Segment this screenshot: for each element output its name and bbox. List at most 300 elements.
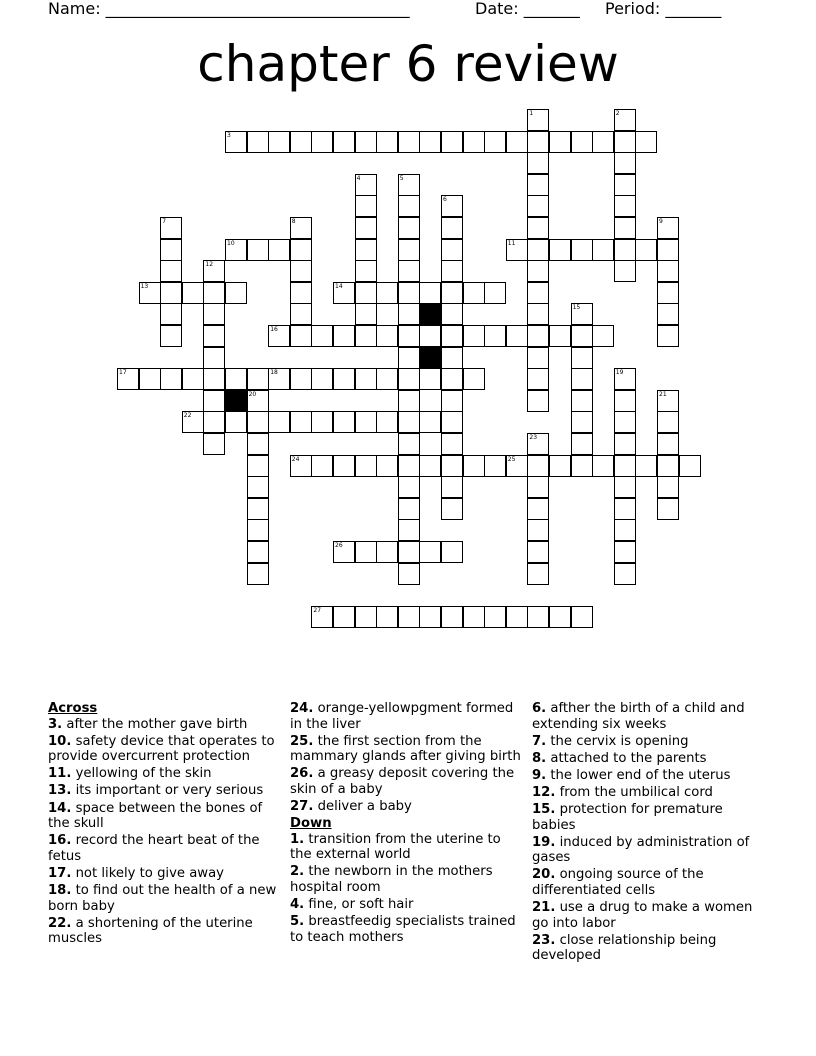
grid-cell[interactable] xyxy=(441,411,463,433)
grid-cell[interactable] xyxy=(333,541,355,563)
grid-cell[interactable] xyxy=(398,606,420,628)
grid-cell[interactable] xyxy=(657,455,679,477)
grid-cell[interactable] xyxy=(614,433,636,455)
grid-cell[interactable] xyxy=(398,260,420,282)
clue-number: 23. xyxy=(532,932,556,948)
cell-number: 9 xyxy=(659,218,663,225)
grid-cell[interactable] xyxy=(614,239,636,261)
grid-cell[interactable] xyxy=(614,174,636,196)
clue-number: 1. xyxy=(290,831,305,847)
grid-cell[interactable] xyxy=(398,476,420,498)
grid-cell[interactable] xyxy=(398,498,420,520)
grid-cell[interactable] xyxy=(571,325,593,347)
grid-cell[interactable] xyxy=(290,260,312,282)
grid-cell[interactable] xyxy=(571,239,593,261)
grid-cell[interactable] xyxy=(311,368,333,390)
cell-number: 15 xyxy=(572,304,581,312)
grid-cell[interactable] xyxy=(419,325,441,347)
grid-cell[interactable] xyxy=(592,455,614,477)
grid-cell[interactable] xyxy=(441,282,463,304)
grid-cell[interactable] xyxy=(268,411,290,433)
grid-cell[interactable] xyxy=(549,239,571,261)
grid-cell[interactable] xyxy=(614,260,636,282)
grid-cell[interactable] xyxy=(441,131,463,153)
grid-cell[interactable] xyxy=(527,195,549,217)
clue-item xyxy=(48,766,280,782)
clue-item xyxy=(532,734,764,750)
clue-item xyxy=(48,866,280,882)
grid-cell[interactable] xyxy=(614,131,636,153)
clue-number: 12. xyxy=(532,784,556,800)
grid-cell[interactable] xyxy=(419,606,441,628)
grid-cell[interactable] xyxy=(484,455,506,477)
grid-cell[interactable] xyxy=(290,411,312,433)
grid-cell[interactable] xyxy=(355,131,377,153)
grid-cell[interactable] xyxy=(398,303,420,325)
clue-text: deliver a baby xyxy=(317,799,412,815)
grid-cell[interactable] xyxy=(571,368,593,390)
grid-cell[interactable] xyxy=(506,606,528,628)
clue-number: 17. xyxy=(48,865,72,881)
clue-item xyxy=(532,802,764,833)
grid-cell[interactable] xyxy=(527,541,549,563)
grid-cell[interactable] xyxy=(203,260,225,282)
grid-cell[interactable] xyxy=(657,411,679,433)
grid-cell[interactable] xyxy=(398,368,420,390)
grid-cell[interactable] xyxy=(398,411,420,433)
grid-cell[interactable] xyxy=(441,455,463,477)
grid-cell[interactable] xyxy=(657,239,679,261)
grid-cell[interactable] xyxy=(333,131,355,153)
grid-cell[interactable] xyxy=(614,195,636,217)
grid-cell[interactable] xyxy=(290,368,312,390)
grid-cell[interactable] xyxy=(527,563,549,585)
grid-cell[interactable] xyxy=(463,606,485,628)
grid-cell[interactable] xyxy=(398,325,420,347)
grid-cell[interactable] xyxy=(527,347,549,369)
grid-cell[interactable] xyxy=(657,325,679,347)
clue-text: a greasy deposit covering the skin of a baby xyxy=(290,766,515,797)
grid-cell[interactable] xyxy=(614,498,636,520)
grid-cell[interactable] xyxy=(376,455,398,477)
grid-cell[interactable] xyxy=(419,368,441,390)
grid-cell[interactable] xyxy=(657,390,679,412)
grid-cell[interactable] xyxy=(571,131,593,153)
grid-cell[interactable] xyxy=(160,260,182,282)
grid-cell[interactable] xyxy=(657,433,679,455)
grid-cell[interactable] xyxy=(160,217,182,239)
clue-text: fine, or soft hair xyxy=(308,897,414,913)
grid-cell[interactable] xyxy=(398,455,420,477)
grid-cell[interactable] xyxy=(527,260,549,282)
grid-cell[interactable] xyxy=(527,498,549,520)
grid-cell[interactable] xyxy=(463,455,485,477)
clue-number: 2. xyxy=(290,864,305,880)
grid-cell[interactable] xyxy=(376,368,398,390)
grid-cell[interactable] xyxy=(441,368,463,390)
grid-cell[interactable] xyxy=(463,131,485,153)
grid-cell[interactable] xyxy=(614,519,636,541)
grid-cell[interactable] xyxy=(441,239,463,261)
grid-cell[interactable] xyxy=(203,325,225,347)
grid-cell[interactable] xyxy=(203,347,225,369)
clue-number: 18. xyxy=(48,883,72,899)
grid-cell[interactable] xyxy=(117,368,139,390)
grid-cell[interactable] xyxy=(571,433,593,455)
grid-cell[interactable] xyxy=(527,606,549,628)
grid-cell[interactable] xyxy=(441,498,463,520)
grid-cell[interactable] xyxy=(527,174,549,196)
grid-cell[interactable] xyxy=(268,325,290,347)
grid-cell[interactable] xyxy=(290,239,312,261)
grid-cell[interactable] xyxy=(247,411,269,433)
grid-cell[interactable] xyxy=(182,282,204,304)
grid-cell[interactable] xyxy=(419,541,441,563)
grid-cell[interactable] xyxy=(614,476,636,498)
grid-cell[interactable] xyxy=(441,347,463,369)
grid-cell[interactable] xyxy=(441,390,463,412)
grid-cell[interactable] xyxy=(484,282,506,304)
clue-item xyxy=(532,933,764,964)
grid-cell[interactable] xyxy=(657,498,679,520)
clue-text: close relationship being developed xyxy=(532,932,717,964)
grid-cell[interactable] xyxy=(419,411,441,433)
clue-item xyxy=(532,785,764,801)
grid-cell[interactable] xyxy=(398,282,420,304)
grid-cell[interactable] xyxy=(571,347,593,369)
grid-cell[interactable] xyxy=(203,368,225,390)
grid-cell[interactable] xyxy=(355,368,377,390)
grid-cell[interactable] xyxy=(419,131,441,153)
grid-cell[interactable] xyxy=(376,541,398,563)
grid-cell[interactable] xyxy=(355,325,377,347)
grid-cell[interactable] xyxy=(549,455,571,477)
grid-cell[interactable] xyxy=(484,325,506,347)
grid-cell[interactable] xyxy=(376,325,398,347)
grid-cell[interactable] xyxy=(203,303,225,325)
clue-number: 11. xyxy=(48,766,72,782)
grid-cell[interactable] xyxy=(203,282,225,304)
grid-cell[interactable] xyxy=(441,260,463,282)
grid-cell[interactable] xyxy=(247,455,269,477)
grid-cell[interactable] xyxy=(247,368,269,390)
grid-cell[interactable] xyxy=(311,411,333,433)
grid-cell[interactable] xyxy=(290,131,312,153)
grid-cell[interactable] xyxy=(247,433,269,455)
grid-cell[interactable] xyxy=(182,411,204,433)
clue-item xyxy=(532,900,764,931)
grid-cell[interactable] xyxy=(355,541,377,563)
clue-text: the newborn in the mothers hospital room xyxy=(290,864,493,896)
grid-cell[interactable] xyxy=(463,282,485,304)
clue-item xyxy=(48,801,280,832)
clue-number: 16. xyxy=(48,833,72,849)
grid-cell[interactable] xyxy=(311,606,333,628)
grid-cell[interactable] xyxy=(225,411,247,433)
grid-cell[interactable] xyxy=(160,368,182,390)
grid-cell[interactable] xyxy=(333,282,355,304)
clue-text: record the heart beat of the fetus xyxy=(48,833,260,864)
clue-item xyxy=(532,867,764,898)
grid-cell[interactable] xyxy=(398,131,420,153)
grid-cell[interactable] xyxy=(614,390,636,412)
cell-number: 7 xyxy=(162,218,167,225)
clue-item xyxy=(532,701,764,732)
grid-cell[interactable] xyxy=(398,390,420,412)
grid-cell[interactable] xyxy=(247,541,269,563)
grid-cell[interactable] xyxy=(376,606,398,628)
grid-cell[interactable] xyxy=(139,368,161,390)
clue-text: protection for premature babies xyxy=(532,802,723,833)
grid-cell[interactable] xyxy=(527,239,549,261)
clue-text: use a drug to make a women go into labor xyxy=(532,900,753,931)
grid-cell[interactable] xyxy=(571,411,593,433)
cell-number: 19 xyxy=(615,369,624,377)
cell-number: 14 xyxy=(335,282,343,290)
grid-cell[interactable] xyxy=(203,411,225,433)
clue-item xyxy=(48,734,280,765)
grid-cell[interactable] xyxy=(398,195,420,217)
cell-number: 6 xyxy=(443,196,447,204)
grid-cell[interactable] xyxy=(355,282,377,304)
cell-number: 2 xyxy=(615,110,620,117)
grid-cell[interactable] xyxy=(549,606,571,628)
grid-cell[interactable] xyxy=(333,455,355,477)
grid-cell[interactable] xyxy=(635,455,657,477)
grid-cell[interactable] xyxy=(614,563,636,585)
grid-cell[interactable] xyxy=(657,476,679,498)
clue-text: induced by administration of gases xyxy=(532,834,750,866)
grid-cell[interactable] xyxy=(247,476,269,498)
grid-cell[interactable] xyxy=(527,476,549,498)
grid-cell[interactable] xyxy=(527,109,549,131)
grid-cell[interactable] xyxy=(355,606,377,628)
grid-cell[interactable] xyxy=(290,303,312,325)
grid-cell[interactable] xyxy=(571,390,593,412)
grid-cell[interactable] xyxy=(527,152,549,174)
grid-cell[interactable] xyxy=(355,411,377,433)
grid-cell[interactable] xyxy=(527,325,549,347)
grid-cell[interactable] xyxy=(376,411,398,433)
grid-cell[interactable] xyxy=(635,239,657,261)
clue-column-2 xyxy=(290,701,522,947)
clue-number: 5. xyxy=(290,914,305,930)
grid-cell[interactable] xyxy=(160,282,182,304)
grid-cell[interactable] xyxy=(527,217,549,239)
grid-cell[interactable] xyxy=(614,109,636,131)
grid-cell[interactable] xyxy=(635,131,657,153)
grid-cell[interactable] xyxy=(506,455,528,477)
clue-number: 26. xyxy=(290,766,314,782)
name-field[interactable]: Name: ______________________________________ xyxy=(48,0,410,18)
grid-cell[interactable] xyxy=(527,282,549,304)
grid-cell[interactable] xyxy=(657,282,679,304)
cell-number: 18 xyxy=(270,369,278,377)
clue-item xyxy=(290,914,522,945)
clue-number: 20. xyxy=(532,867,556,883)
grid-cell[interactable] xyxy=(355,217,377,239)
grid-cell[interactable] xyxy=(160,325,182,347)
grid-cell[interactable] xyxy=(398,239,420,261)
grid-cell[interactable] xyxy=(333,368,355,390)
grid-cell[interactable] xyxy=(549,131,571,153)
grid-cell[interactable] xyxy=(592,239,614,261)
grid-cell[interactable] xyxy=(376,282,398,304)
grid-cell[interactable] xyxy=(527,368,549,390)
grid-cell[interactable] xyxy=(268,131,290,153)
grid-cell[interactable] xyxy=(506,325,528,347)
grid-cell[interactable] xyxy=(527,303,549,325)
date-field[interactable]: Date: _______ xyxy=(475,0,580,18)
grid-cell[interactable] xyxy=(441,476,463,498)
grid-cell[interactable] xyxy=(592,325,614,347)
grid-cell[interactable] xyxy=(182,368,204,390)
grid-cell[interactable] xyxy=(290,217,312,239)
cell-number: 8 xyxy=(291,218,296,225)
clue-text: transition from the uterine to the external world xyxy=(290,831,501,863)
grid-cell[interactable] xyxy=(311,455,333,477)
grid-cell[interactable] xyxy=(506,239,528,261)
grid-cell[interactable] xyxy=(549,325,571,347)
grid-cell[interactable] xyxy=(441,217,463,239)
clue-text: attached to the parents xyxy=(550,750,707,766)
grid-cell[interactable] xyxy=(657,217,679,239)
grid-cell[interactable] xyxy=(657,260,679,282)
grid-cell[interactable] xyxy=(268,239,290,261)
clue-text: to find out the health of a new born baby xyxy=(48,883,277,914)
grid-cell[interactable] xyxy=(247,563,269,585)
grid-cell[interactable] xyxy=(355,303,377,325)
grid-cell[interactable] xyxy=(527,433,549,455)
cell-number: 4 xyxy=(356,174,361,182)
grid-cell[interactable] xyxy=(571,455,593,477)
grid-cell[interactable] xyxy=(592,131,614,153)
grid-cell[interactable] xyxy=(398,347,420,369)
clue-text: breastfeedig specialists trained to teach mothers xyxy=(290,914,516,945)
clue-text: afther the birth of a child and extending six weeks xyxy=(532,701,745,732)
clue-text: yellowing of the skin xyxy=(75,766,212,782)
grid-cell[interactable] xyxy=(398,217,420,239)
grid-cell[interactable] xyxy=(506,131,528,153)
grid-cell[interactable] xyxy=(527,519,549,541)
grid-cell[interactable] xyxy=(614,368,636,390)
grid-cell[interactable] xyxy=(441,541,463,563)
cell-number: 20 xyxy=(248,390,257,398)
clue-number: 15. xyxy=(532,802,556,818)
grid-cell[interactable] xyxy=(398,541,420,563)
grid-cell[interactable] xyxy=(355,260,377,282)
clue-item xyxy=(290,701,522,732)
grid-cell[interactable] xyxy=(614,152,636,174)
grid-cell[interactable] xyxy=(614,217,636,239)
grid-cell[interactable] xyxy=(441,606,463,628)
grid-cell[interactable] xyxy=(419,282,441,304)
grid-cell[interactable] xyxy=(247,390,269,412)
grid-cell[interactable] xyxy=(225,131,247,153)
grid-cell[interactable] xyxy=(355,239,377,261)
grid-cell[interactable] xyxy=(441,433,463,455)
grid-cell[interactable] xyxy=(311,131,333,153)
clue-number: 21. xyxy=(532,900,556,916)
grid-cell[interactable] xyxy=(376,131,398,153)
cell-number: 5 xyxy=(399,174,404,182)
grid-cell[interactable] xyxy=(225,368,247,390)
grid-cell[interactable] xyxy=(355,455,377,477)
grid-cell[interactable] xyxy=(657,303,679,325)
grid-cell[interactable] xyxy=(247,498,269,520)
grid-cell[interactable] xyxy=(203,390,225,412)
grid-cell[interactable] xyxy=(463,325,485,347)
grid-cell[interactable] xyxy=(160,239,182,261)
grid-cell[interactable] xyxy=(290,282,312,304)
grid-cell[interactable] xyxy=(614,411,636,433)
grid-cell[interactable] xyxy=(290,325,312,347)
grid-cell[interactable] xyxy=(268,368,290,390)
grid-cell[interactable] xyxy=(203,433,225,455)
clue-item xyxy=(290,832,522,863)
grid-cell[interactable] xyxy=(398,433,420,455)
grid-cell[interactable] xyxy=(355,195,377,217)
clue-number: 25. xyxy=(290,733,314,749)
clue-item xyxy=(48,833,280,864)
grid-cell[interactable] xyxy=(247,519,269,541)
grid-cell[interactable] xyxy=(355,174,377,196)
grid-cell[interactable] xyxy=(679,455,701,477)
grid-cell[interactable] xyxy=(571,303,593,325)
grid-cell[interactable] xyxy=(441,303,463,325)
cell-number: 25 xyxy=(507,455,516,463)
grid-cell[interactable] xyxy=(139,282,161,304)
grid-cell[interactable] xyxy=(398,174,420,196)
grid-cell[interactable] xyxy=(419,455,441,477)
grid-cell[interactable] xyxy=(398,519,420,541)
clue-item xyxy=(290,734,522,765)
grid-cell[interactable] xyxy=(484,606,506,628)
grid-cell[interactable] xyxy=(333,325,355,347)
grid-cell[interactable] xyxy=(527,390,549,412)
grid-cell[interactable] xyxy=(290,455,312,477)
grid-cell[interactable] xyxy=(614,455,636,477)
period-field[interactable]: Period: _______ xyxy=(605,0,722,18)
clue-item xyxy=(532,768,764,784)
grid-cell[interactable] xyxy=(614,541,636,563)
grid-cell[interactable] xyxy=(441,325,463,347)
grid-cell[interactable] xyxy=(311,325,333,347)
grid-cell[interactable] xyxy=(463,368,485,390)
clue-text: safety device that operates to provide overcurrent protection xyxy=(48,733,275,765)
clue-text: the cervix is opening xyxy=(550,733,689,749)
clue-text: not likely to give away xyxy=(75,865,224,881)
clue-item xyxy=(290,864,522,895)
grid-cell[interactable] xyxy=(160,303,182,325)
clue-text: from the umbilical cord xyxy=(559,784,713,800)
grid-cell[interactable] xyxy=(333,606,355,628)
grid-cell[interactable] xyxy=(527,455,549,477)
grid-cell[interactable] xyxy=(247,239,269,261)
grid-cell[interactable] xyxy=(247,131,269,153)
grid-cell[interactable] xyxy=(333,411,355,433)
clue-text: space between the bones of the skull xyxy=(48,800,263,832)
black-square xyxy=(419,303,441,325)
grid-cell[interactable] xyxy=(225,239,247,261)
grid-cell[interactable] xyxy=(527,131,549,153)
grid-cell[interactable] xyxy=(398,563,420,585)
grid-cell[interactable] xyxy=(225,282,247,304)
grid-cell[interactable] xyxy=(571,606,593,628)
grid-cell[interactable] xyxy=(441,195,463,217)
cell-number: 10 xyxy=(227,239,235,247)
grid-cell[interactable] xyxy=(484,131,506,153)
